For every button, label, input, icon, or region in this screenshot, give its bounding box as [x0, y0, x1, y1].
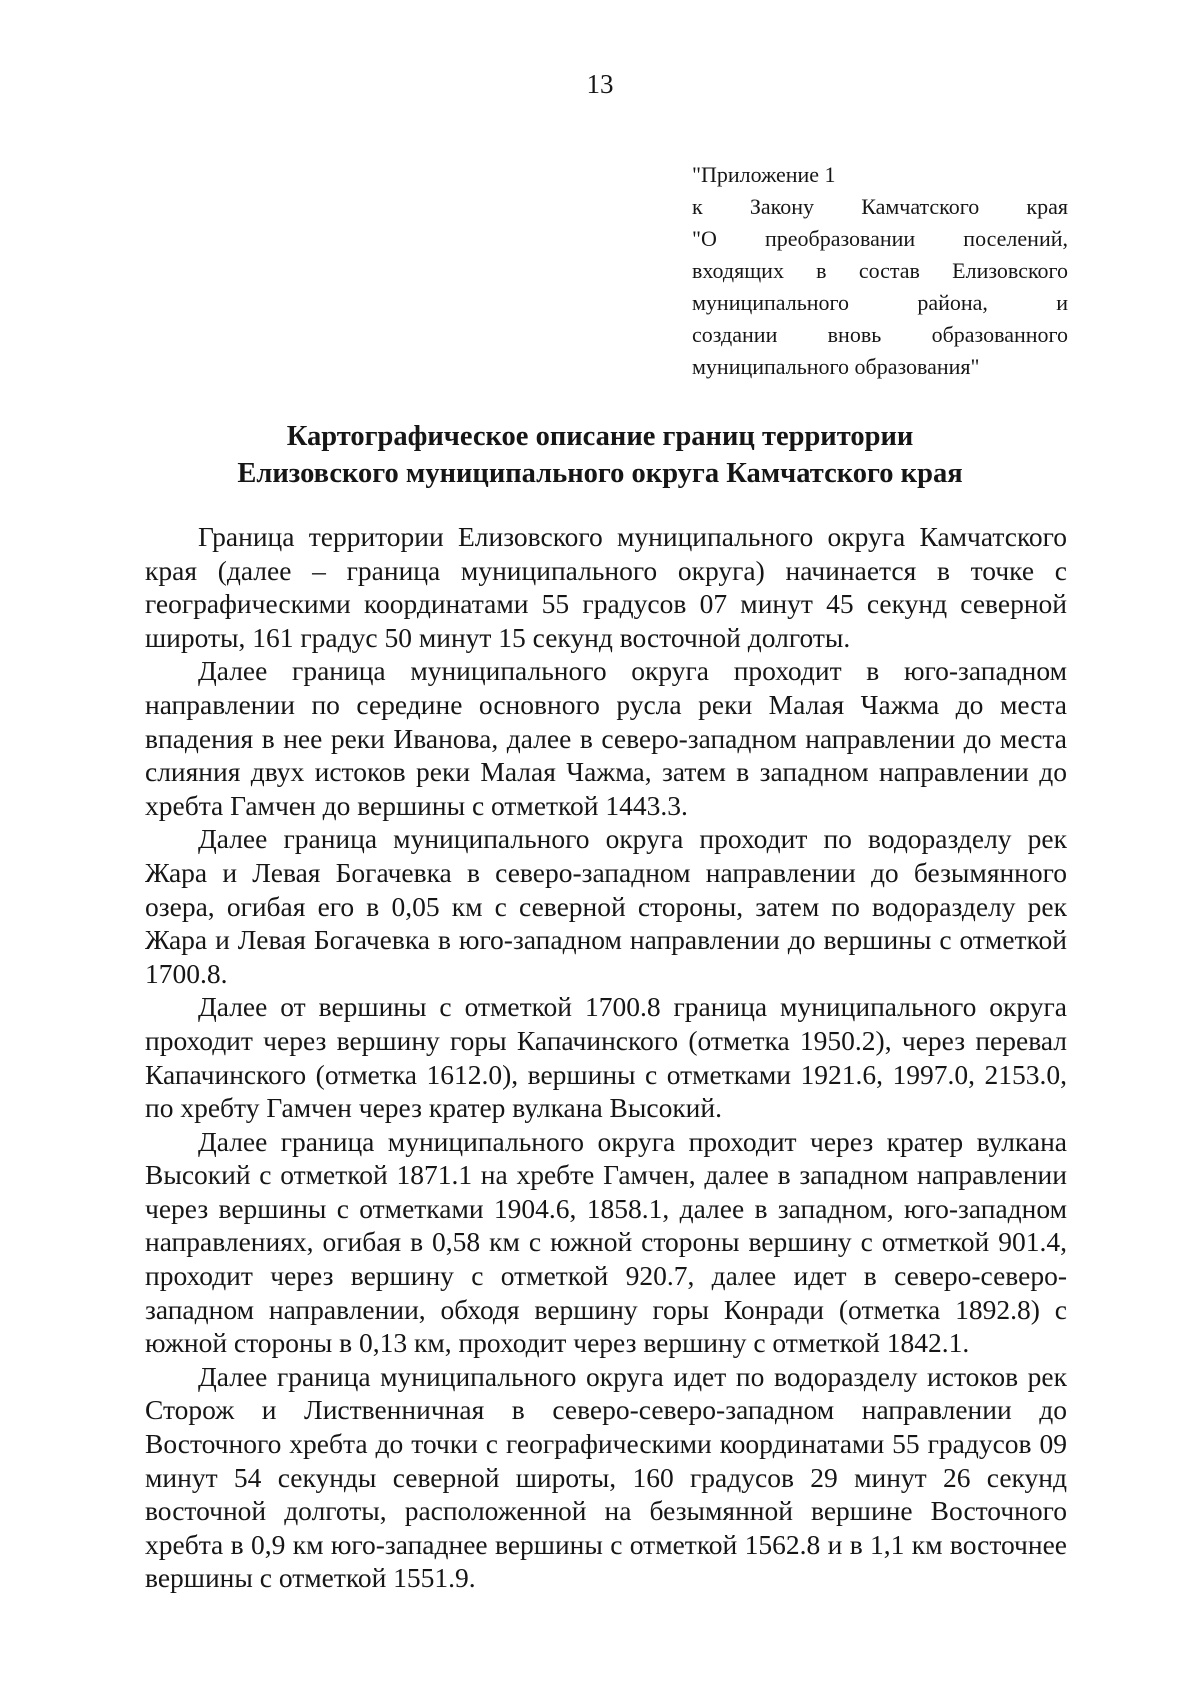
title-line-1: Картографическое описание границ территории: [286, 421, 914, 452]
appendix-line: "О преобразовании поселений,: [692, 226, 1068, 251]
document-title: [0, 418, 1200, 492]
appendix-line: муниципального района, и: [692, 290, 1068, 315]
document-body: [145, 520, 1067, 1595]
body-paragraph: Далее граница муниципального округа проходит через кратер вулкана Высокий с отметкой 1871.1 на хребте Гамчен, далее в западном направлении через вершины с отметками 1904.6, 1858.1, далее в западном, юго-западном направлениях, огибая в 0,58 км с южной стороны вершину с отметкой 901.4, проходит через вершину с отметкой 920.7, далее идет в северо-северо-западном направлении, обходя вершину горы Конради (отметка 1892.8) с южной стороны в 0,13 км, проходит через вершину с отметкой 1842.1.: [145, 1125, 1067, 1359]
body-paragraph: Далее от вершины с отметкой 1700.8 граница муниципального округа проходит через вершину горы Капачинского (отметка 1950.2), через перевал Капачинского (отметка 1612.0), вершины с отметками 1921.6, 1997.0, 2153.0, по хребту Гамчен через кратер вулкана Высокий.: [145, 991, 1067, 1124]
body-paragraph: Далее граница муниципального округа проходит по водоразделу рек Жара и Левая Богачевка в северо-западном направлении до безымянного озера, огибая его в 0,05 км с северной стороны, затем по водоразделу рек Жара и Левая Богачевка в юго-западном направлении до вершины с отметкой 1700.8.: [145, 823, 1067, 989]
page-number: 13: [586, 69, 614, 99]
appendix-reference: [692, 159, 1068, 383]
appendix-line: создании вновь образованного: [692, 322, 1068, 347]
body-paragraph: Граница территории Елизовского муниципального округа Камчатского края (далее – граница муниципального округа) начинается в точке с географическими координатами 55 градусов 07 минут 45 секунд северной широты, 161 градус 50 минут 15 секунд восточной долготы.: [145, 521, 1067, 653]
appendix-line: входящих в состав Елизовского: [692, 258, 1068, 283]
appendix-line: муниципального образования": [692, 354, 980, 379]
title-line-2: Елизовского муниципального округа Камчатского края: [237, 458, 963, 489]
body-paragraph: Далее граница муниципального округа проходит в юго-западном направлении по середине основного русла реки Малая Чажма до места впадения в нее реки Иванова, далее в северо-западном направлении до места слияния двух истоков реки Малая Чажма, затем в западном направлении до хребта Гамчен до вершины с отметкой 1443.3.: [145, 655, 1067, 821]
appendix-line: к Закону Камчатского края: [692, 194, 1068, 219]
appendix-line: "Приложение 1: [692, 162, 836, 187]
body-paragraph: Далее граница муниципального округа идет по водоразделу истоков рек Сторож и Лиственничная в северо-северо-западном направлении до Восточного хребта до точки с географическими координатами 55 градусов 09 минут 54 секунды северной широты, 160 градусов 29 минут 26 секунд восточной долготы, расположенной на безымянной вершине Восточного хребта в 0,9 км юго-западнее вершины с отметкой 1562.8 и в 1,1 км восточнее вершины с отметкой 1551.9.: [145, 1360, 1067, 1594]
